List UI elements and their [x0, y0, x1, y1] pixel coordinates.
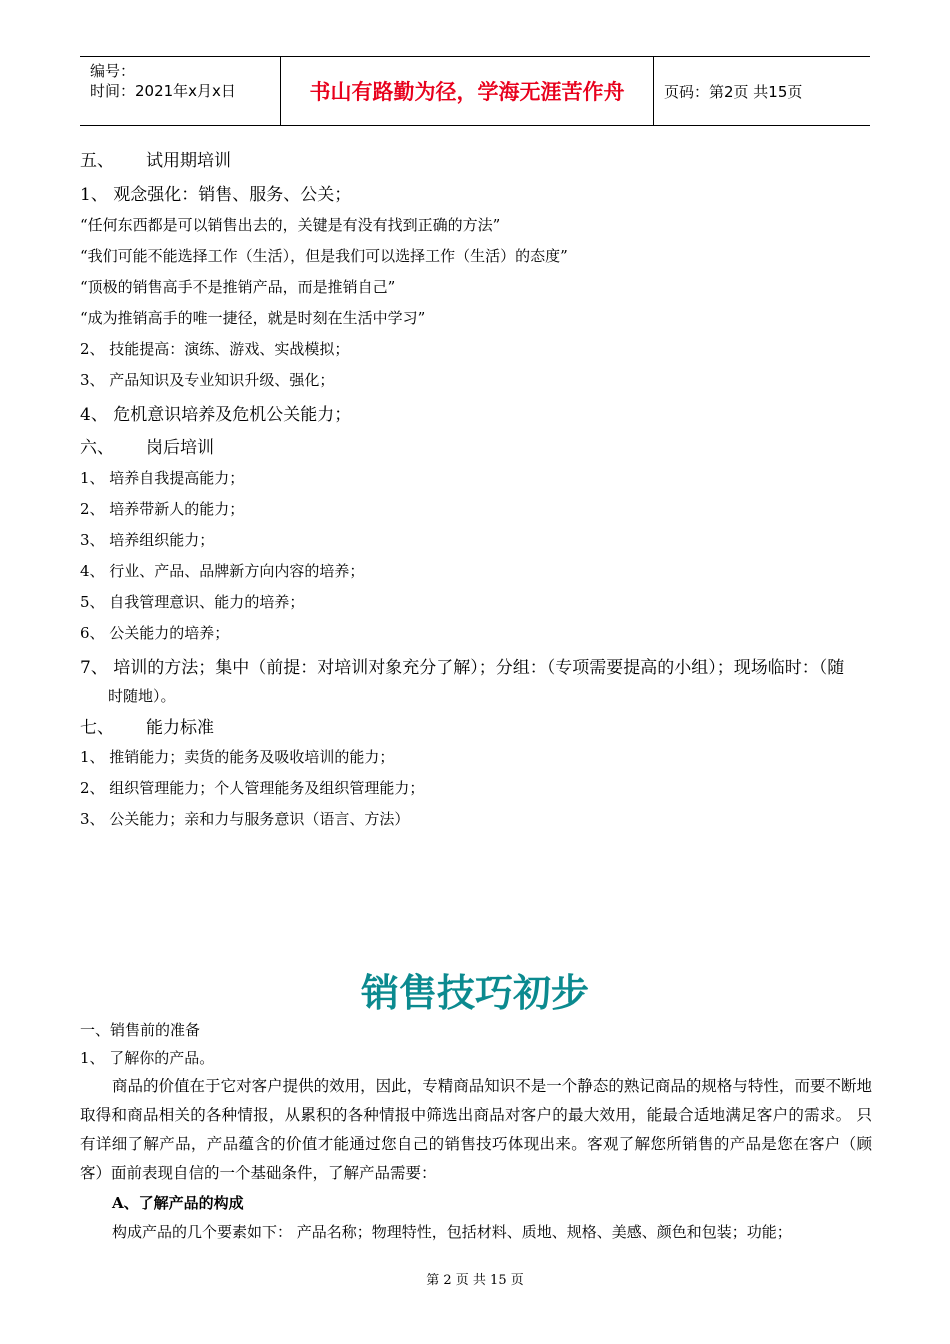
section-6-item-5: 5、 自我管理意识、能力的培养； [80, 593, 305, 611]
section-7-item-3: 3、 公关能力；亲和力与服务意识（语言、方法） [80, 810, 410, 828]
quote-1: “任何东西都是可以销售出去的，关键是有没有找到正确的方法” [80, 216, 501, 234]
sales-subheading-2: 1、 了解你的产品。 [80, 1049, 215, 1067]
section-7-item-1: 1、 推销能力；卖货的能务及吸收培训的能力； [80, 748, 395, 766]
section-5-item-1: 1、 观念强化：销售、服务、公关； [80, 185, 352, 205]
section-7-number: 七、 [80, 718, 114, 738]
section-7-item-2: 2、 组织管理能力；个人管理能务及组织管理能力； [80, 779, 425, 797]
sales-title: 销售技巧初步 [360, 971, 589, 1015]
quote-4: “成为推销高手的唯一捷径，就是时刻在生活中学习” [80, 309, 426, 327]
sales-paragraph-1: 商品的价值在于它对客户提供的效用，因此，专精商品知识不是一个静态的熟记商品的规格与特性，而要不断地取得和商品相关的各种情报，从累积的各种情报中筛选出商品对客户的最大效用，能最合适地满足客户的需求。 只有详细了解产品，产品蕴含的价值才能通过您自己的销售技巧体现出来。客观了解您所销售的产品是您在客户（顾客）面前表现自信的一个基础条件，了解产品需要： [80, 1077, 872, 1182]
document-time-label: 时间：2021年x月x日 [90, 82, 236, 100]
document-number-label: 编号： [90, 62, 136, 80]
section-5-number: 五、 [80, 151, 114, 171]
quote-3: “顶极的销售高手不是推销产品，而是推销自己” [80, 278, 396, 296]
section-5-item-3: 3、 产品知识及专业知识升级、强化； [80, 371, 335, 389]
sales-paragraph-2: 构成产品的几个要素如下： 产品名称；物理特性，包括材料、质地、规格、美感、颜色和包装；功能； [112, 1223, 792, 1241]
section-6-item-3: 3、 培养组织能力； [80, 531, 215, 549]
header-motto: 书山有路勤为径，学海无涯苦作舟 [280, 57, 654, 125]
section-6-item-7-line-2: 时随地）。 [108, 687, 176, 705]
section-6-item-2: 2、 培养带新人的能力； [80, 500, 245, 518]
section-6-title: 岗后培训 [146, 438, 214, 458]
sales-subheading-a: A、了解产品的构成 [112, 1194, 244, 1212]
section-7-heading [80, 713, 214, 738]
section-6-number: 六、 [80, 438, 114, 458]
section-5-title: 试用期培训 [146, 151, 231, 171]
page-header [80, 56, 870, 126]
section-6-item-7-line-1: 7、 培训的方法；集中（前提：对培训对象充分了解）；分组：（专项需要提高的小组）；现场临时：（随 [80, 658, 845, 678]
section-5-item-4: 4、 危机意识培养及危机公关能力； [80, 405, 352, 425]
page-footer: 第 2 页 共 15 页 [426, 1273, 524, 1288]
section-7-title: 能力标准 [146, 718, 214, 738]
section-6-item-1: 1、 培养自我提高能力； [80, 469, 245, 487]
section-6-item-6: 6、 公关能力的培养； [80, 624, 230, 642]
section-5-heading [80, 146, 231, 171]
section-5-item-2: 2、 技能提高：演练、游戏、实战模拟； [80, 340, 350, 358]
header-page-info: 页码：第2页 共15页 [664, 82, 803, 101]
quote-2: “我们可能不能选择工作（生活），但是我们可以选择工作（生活）的态度” [80, 247, 568, 265]
sales-subheading-1: 一、销售前的准备 [80, 1021, 201, 1039]
section-6-heading [80, 433, 214, 458]
header-left-cell [80, 57, 280, 125]
section-6-item-4: 4、 行业、产品、品牌新方向内容的培养； [80, 562, 365, 580]
